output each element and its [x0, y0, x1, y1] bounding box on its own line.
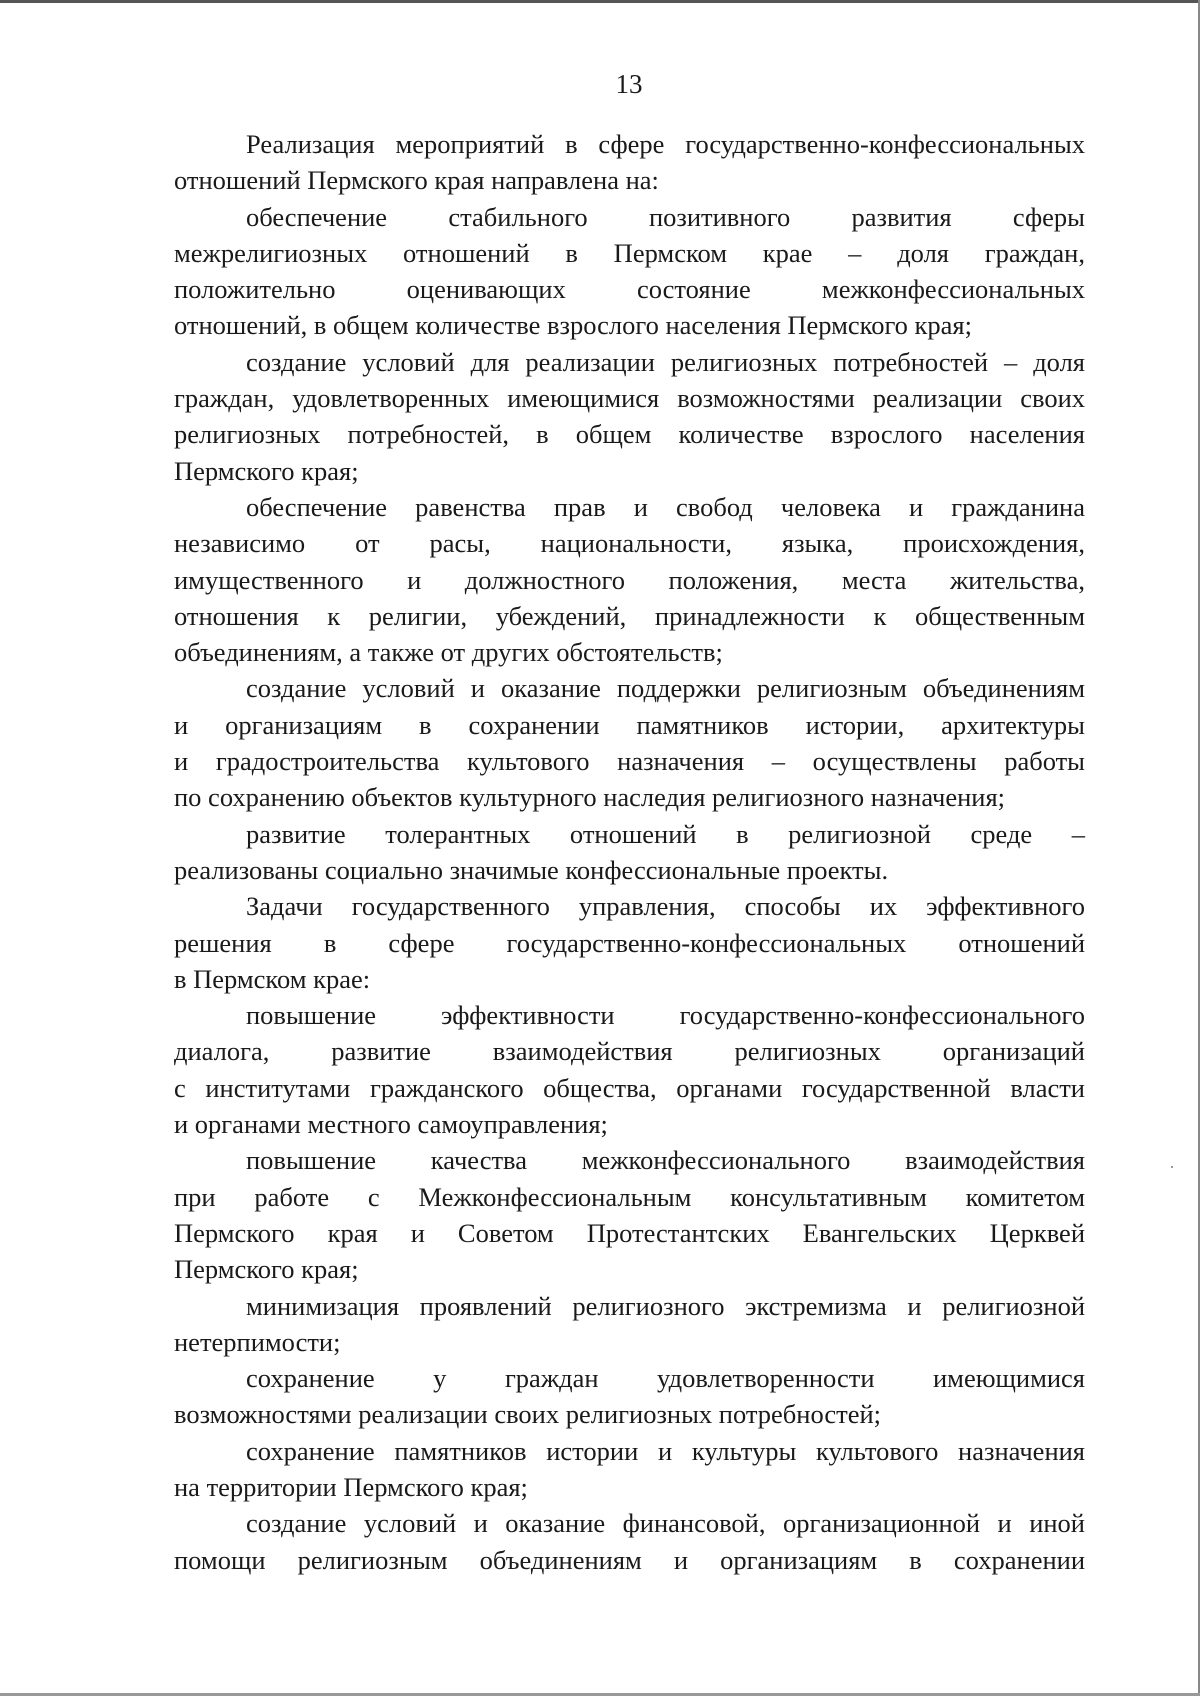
text-line: реализованы социально значимые конфессиональные проекты. — [174, 854, 889, 885]
text-line: и организациям в сохранении памятников истории, архитектуры — [174, 709, 1085, 740]
paragraph — [174, 1360, 1085, 1433]
text-line: отношения к религии, убеждений, принадлежности к общественным — [174, 600, 1085, 631]
text-line: положительно оценивающих состояние межконфессиональных — [174, 274, 1085, 305]
text-line: Пермского края; — [174, 455, 359, 486]
text-line: граждан, удовлетворенных имеющимися возможностями реализации своих — [174, 383, 1085, 414]
text-line: объединениям, а также от других обстоятельств; — [174, 637, 723, 668]
text-line: сохранение памятников истории и культуры культового назначения — [246, 1435, 1085, 1466]
text-line: отношений, в общем количестве взрослого населения Пермского края; — [174, 310, 972, 341]
text-line: и органами местного самоуправления; — [174, 1109, 608, 1140]
paragraph — [174, 888, 1085, 997]
text-line: Реализация мероприятий в сфере государственно-конфессиональных — [246, 129, 1085, 159]
paragraph — [174, 1288, 1085, 1361]
text-line: диалога, развитие взаимодействия религиозных организаций — [174, 1036, 1085, 1067]
text-line: повышение эффективности государственно-конфессионального — [246, 1000, 1085, 1031]
text-line: Пермского края; — [174, 1254, 359, 1285]
scan-edge-top — [0, 0, 1200, 3]
text-line: минимизация проявлений религиозного экстремизма и религиозной — [246, 1290, 1085, 1321]
text-line: с институтами гражданского общества, органами государственной власти — [174, 1072, 1085, 1103]
text-line: нетерпимости; — [174, 1326, 341, 1357]
page-number: 13 — [615, 69, 643, 99]
text-line: сохранение у граждан удовлетворенности имеющимися — [246, 1363, 1085, 1394]
paragraph — [174, 816, 1085, 889]
text-line: решения в сфере государственно-конфессиональных отношений — [174, 927, 1085, 958]
text-line: независимо от расы, национальности, языка, происхождения, — [174, 528, 1085, 559]
text-line: Пермского края и Советом Протестантских Евангельских Церквей — [174, 1217, 1085, 1248]
text-line: межрелигиозных отношений в Пермском крае – доля граждан, — [174, 237, 1085, 268]
scan-speck — [1171, 1166, 1173, 1168]
text-line: развитие толерантных отношений в религиозной среде – — [246, 818, 1085, 849]
text-line: повышение качества межконфессионального взаимодействия — [246, 1145, 1085, 1176]
text-line: создание условий для реализации религиозных потребностей – доля — [246, 346, 1085, 377]
paragraph — [174, 997, 1085, 1142]
paragraph — [174, 344, 1085, 489]
text-line: в Пермском крае: — [174, 963, 371, 994]
paragraph — [174, 670, 1085, 815]
text-line: обеспечение равенства прав и свобод человека и гражданина — [246, 491, 1085, 522]
text-line: имущественного и должностного положения, места жительства, — [174, 564, 1085, 595]
paragraph — [174, 489, 1085, 670]
text-line: по сохранению объектов культурного наследия религиозного назначения; — [174, 782, 1006, 813]
text-line: создание условий и оказание поддержки религиозным объединениям — [246, 673, 1085, 704]
text-line: при работе с Межконфессиональным консультативным комитетом — [174, 1181, 1085, 1212]
text-line: религиозных потребностей, в общем количестве взрослого населения — [174, 419, 1085, 450]
paragraph — [174, 199, 1085, 344]
paragraph — [174, 1433, 1085, 1506]
document-body — [174, 126, 1085, 1578]
text-line: помощи религиозным объединениям и организациям в сохранении — [174, 1544, 1085, 1575]
text-line: возможностями реализации своих религиозных потребностей; — [174, 1399, 881, 1430]
paragraph — [174, 1142, 1085, 1287]
paragraph — [174, 126, 1085, 199]
paragraph — [174, 1505, 1085, 1578]
text-line: отношений Пермского края направлена на: — [174, 165, 659, 196]
text-line: и градостроительства культового назначения – осуществлены работы — [174, 746, 1085, 777]
text-line: на территории Пермского края; — [174, 1471, 528, 1502]
text-line: обеспечение стабильного позитивного развития сферы — [246, 201, 1085, 232]
text-line: создание условий и оказание финансовой, организационной и иной — [246, 1508, 1085, 1539]
text-line: Задачи государственного управления, способы их эффективного — [246, 891, 1085, 922]
